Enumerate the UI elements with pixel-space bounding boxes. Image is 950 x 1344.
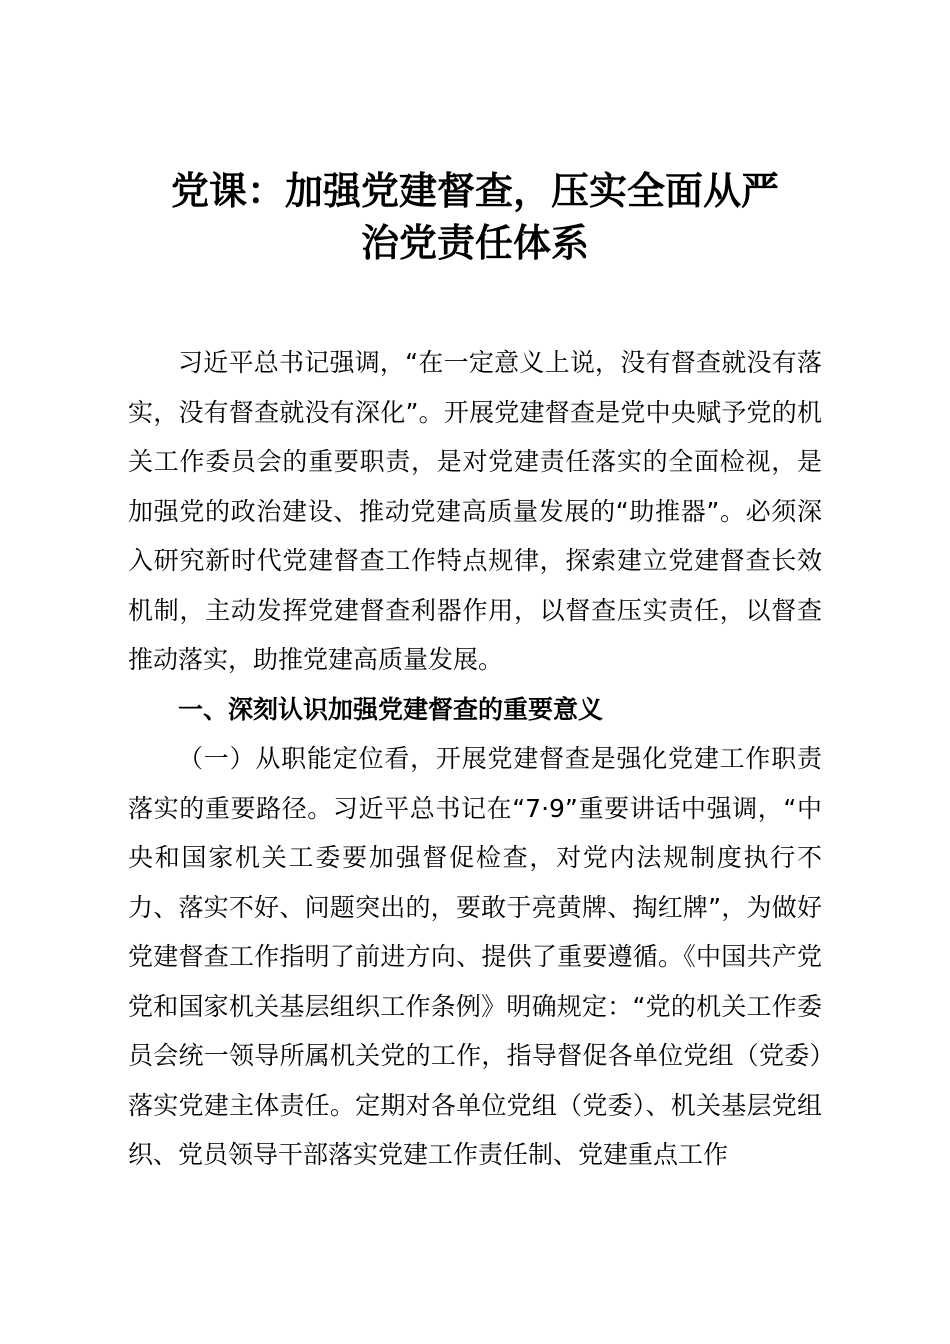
document-body xyxy=(128,338,822,1180)
title-line-2: 治党责任体系 xyxy=(360,221,589,265)
document-title xyxy=(128,165,822,269)
title-line-1: 党课：加强党建督查，压实全面从严 xyxy=(170,169,779,213)
intro-paragraph: 习近平总书记强调，“在一定意义上说，没有督查就没有落实，没有督查就没有深化”。开展党建督查是党中央赋予党的机关工作委员会的重要职责，是对党建责任落实的全面检视，是加强党的政治建设、推动党建高质量发展的“助推器”。必须深入研究新时代党建督查工作特点规律，探索建立党建督查长效机制，主动发挥党建督查利器作用，以督查压实责任，以督查推动落实，助推党建高质量发展。 xyxy=(128,348,822,674)
section-1-paragraph-1: （一）从职能定位看，开展党建督查是强化党建工作职责落实的重要路径。习近平总书记在“7·9”重要讲话中强调，“中央和国家机关工委要加强督促检查，对党内法规制度执行不力、落实不好、问题突出的，要敢于亮黄牌、掏红牌”，为做好党建督查工作指明了前进方向、提供了重要遵循。《中国共产党党和国家机关基层组织工作条例》明确规定：“党的机关工作委员会统一领导所属机关党的工作，指导督促各单位党组（党委）落实党建主体责任。定期对各单位党组（党委）、机关基层党组织、党员领导干部落实党建工作责任制、党建重点工作 xyxy=(128,744,822,1169)
section-heading-1: 一、深刻认识加强党建督查的重要意义 xyxy=(178,694,604,724)
